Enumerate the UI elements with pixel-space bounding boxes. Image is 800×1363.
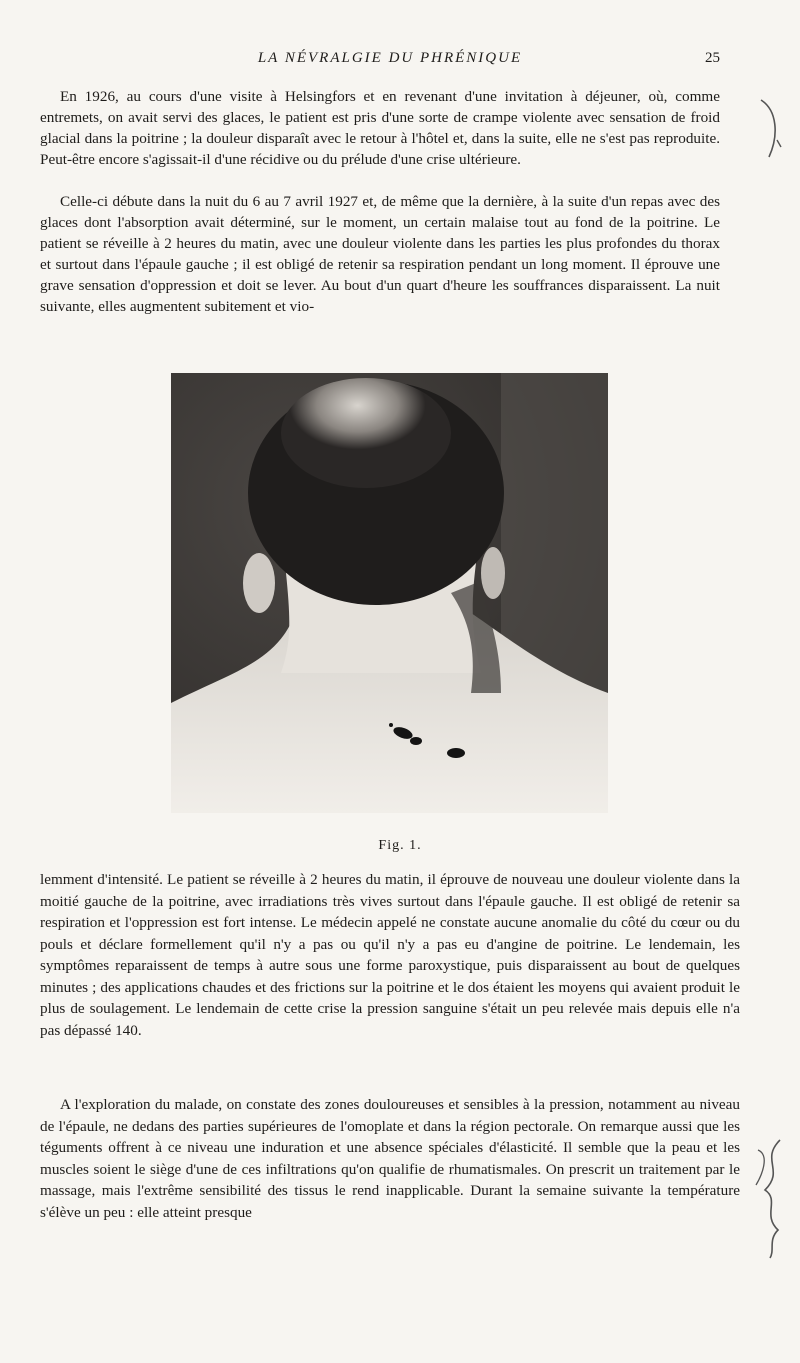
page-number: 25 (705, 50, 720, 66)
running-head (60, 50, 720, 72)
photo-back-of-head (171, 373, 608, 813)
handwritten-bracket-icon (755, 95, 785, 165)
paragraph-3: lemment d'intensité. Le patient se réveille à 2 heures du matin, il éprouve de nouveau une douleur violente dans la moitié gauche de la poitrine, avec irradiations très vives surtout dans l'épaule gauche. Il est obligé de retenir sa respiration et l'oppression est fort intense. Le médecin appelé ne constate aucune anomalie du côté du cœur ou du pouls et déclare formellement qu'il n'y a pas ou qu'il n'y a pas eu d'angine de poitrine. Le lendemain, les symptômes reparaissent de temps à autre sous une forme paroxystique, puis disparaissent au bout de quelques minutes ; des applications chaudes et des frictions sur la poitrine et le dos étaient les moyens qui avaient produit le plus de soulagement. Le lendemain de cette crise la pression sanguine s'était un peu relevée mais depuis elle n'a pas dépassé 140. (40, 871, 740, 1039)
paragraph-2: Celle-ci débute dans la nuit du 6 au 7 avril 1927 et, de même que la dernière, à la suite d'un repas avec des glaces dont l'absorption avait déterminé, sur le moment, un certain malaise tout au fond de la poitrine. Le patient se réveille à 2 heures du matin, avec une douleur violente dans les parties les plus profondes du thorax et surtout dans l'épaule gauche ; il est obligé de retenir sa respiration pendant un long moment. Il éprouve une grave sensation d'oppression et doit se lever. Au bout d'un quart d'heure les souffrances disparaissent. La nuit suivante, elles augmentent subitement et vio- (40, 193, 720, 315)
paragraph-4: A l'exploration du malade, on constate des zones douloureuses et sensibles à la pression, notamment au niveau de l'épaule, ne dedans des parties supérieures de l'omoplate et dans la région pectorale. On remarque aussi que les téguments offrent à ce niveau une induration et une absence spéciales d'élasticité. Il semble que la peau et les muscles soient le siège d'une de ces infiltrations qu'on qualifie de rhumatismales. On prescrit un traitement par le massage, mais l'extrême sensibilité des tissus le rend inapplicable. Durant la semaine suivante la température s'élève un peu : elle atteint presque (40, 1096, 740, 1221)
running-title: LA NÉVRALGIE DU PHRÉNIQUE (257, 50, 523, 66)
figure-caption: Fig. 1. (378, 838, 422, 853)
paragraph-1: En 1926, au cours d'une visite à Helsingfors et en revenant d'une invitation à déjeuner, où, comme entremets, on avait servi des glaces, le patient est pris d'une sorte de crampe violente avec sensation de froid glacial dans la poitrine ; la douleur disparaît avec le retour à l'hôtel et, dans la suite, elle ne s'est pas reproduite. Peut-être encore s'agissait-il d'une récidive ou du prélude d'une crise ultérieure. (40, 88, 720, 168)
handwritten-annotation-icon (750, 1130, 795, 1260)
figure-photograph (171, 373, 608, 813)
